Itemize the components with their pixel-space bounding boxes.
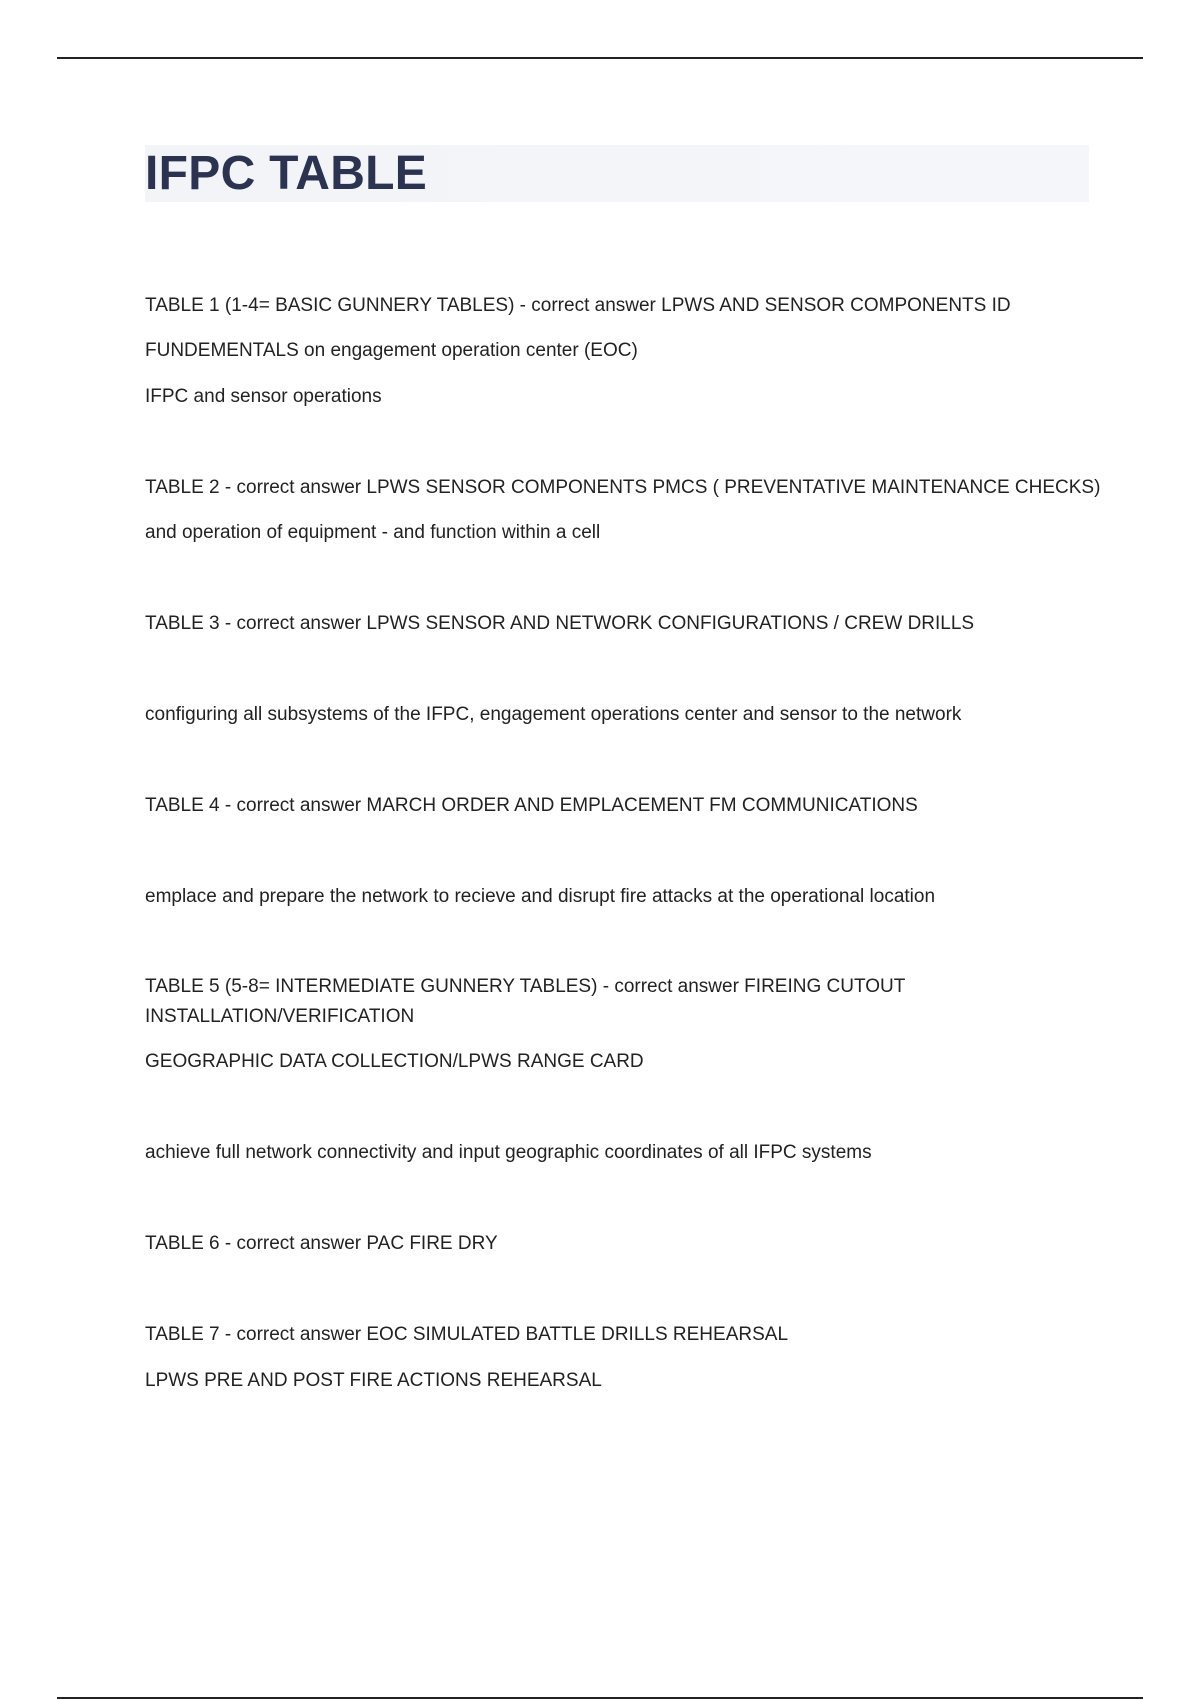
text-line: and operation of equipment - and function within a cell (145, 522, 601, 543)
bottom-rule (57, 1697, 1143, 1699)
text-line: INSTALLATION/VERIFICATION (145, 1006, 415, 1027)
text-line: achieve full network connectivity and input geographic coordinates of all IFPC systems (145, 1142, 872, 1163)
text-line: emplace and prepare the network to recieve and disrupt fire attacks at the operational location (145, 886, 936, 907)
text-line: GEOGRAPHIC DATA COLLECTION/LPWS RANGE CARD (145, 1051, 644, 1072)
text-line: configuring all subsystems of the IFPC, engagement operations center and sensor to the network (145, 704, 962, 725)
text-line: FUNDEMENTALS on engagement operation center (EOC) (145, 340, 638, 361)
top-rule (57, 57, 1143, 59)
text-line: TABLE 4 - correct answer MARCH ORDER AND EMPLACEMENT FM COMMUNICATIONS (145, 795, 918, 816)
text-line: IFPC and sensor operations (145, 386, 382, 407)
text-line: TABLE 2 - correct answer LPWS SENSOR COMPONENTS PMCS ( PREVENTATIVE MAINTENANCE CHECKS) (145, 477, 1101, 498)
text-line: TABLE 5 (5-8= INTERMEDIATE GUNNERY TABLES) - correct answer FIREING CUTOUT (145, 976, 906, 997)
text-line: TABLE 1 (1-4= BASIC GUNNERY TABLES) - correct answer LPWS AND SENSOR COMPONENTS ID (145, 295, 1011, 316)
text-line: TABLE 6 - correct answer PAC FIRE DRY (145, 1233, 498, 1254)
document-title: IFPC TABLE (145, 147, 428, 200)
text-line: TABLE 3 - correct answer LPWS SENSOR AND NETWORK CONFIGURATIONS / CREW DRILLS (145, 613, 975, 634)
text-line: LPWS PRE AND POST FIRE ACTIONS REHEARSAL (145, 1370, 602, 1391)
text-line: TABLE 7 - correct answer EOC SIMULATED BATTLE DRILLS REHEARSAL (145, 1324, 789, 1345)
